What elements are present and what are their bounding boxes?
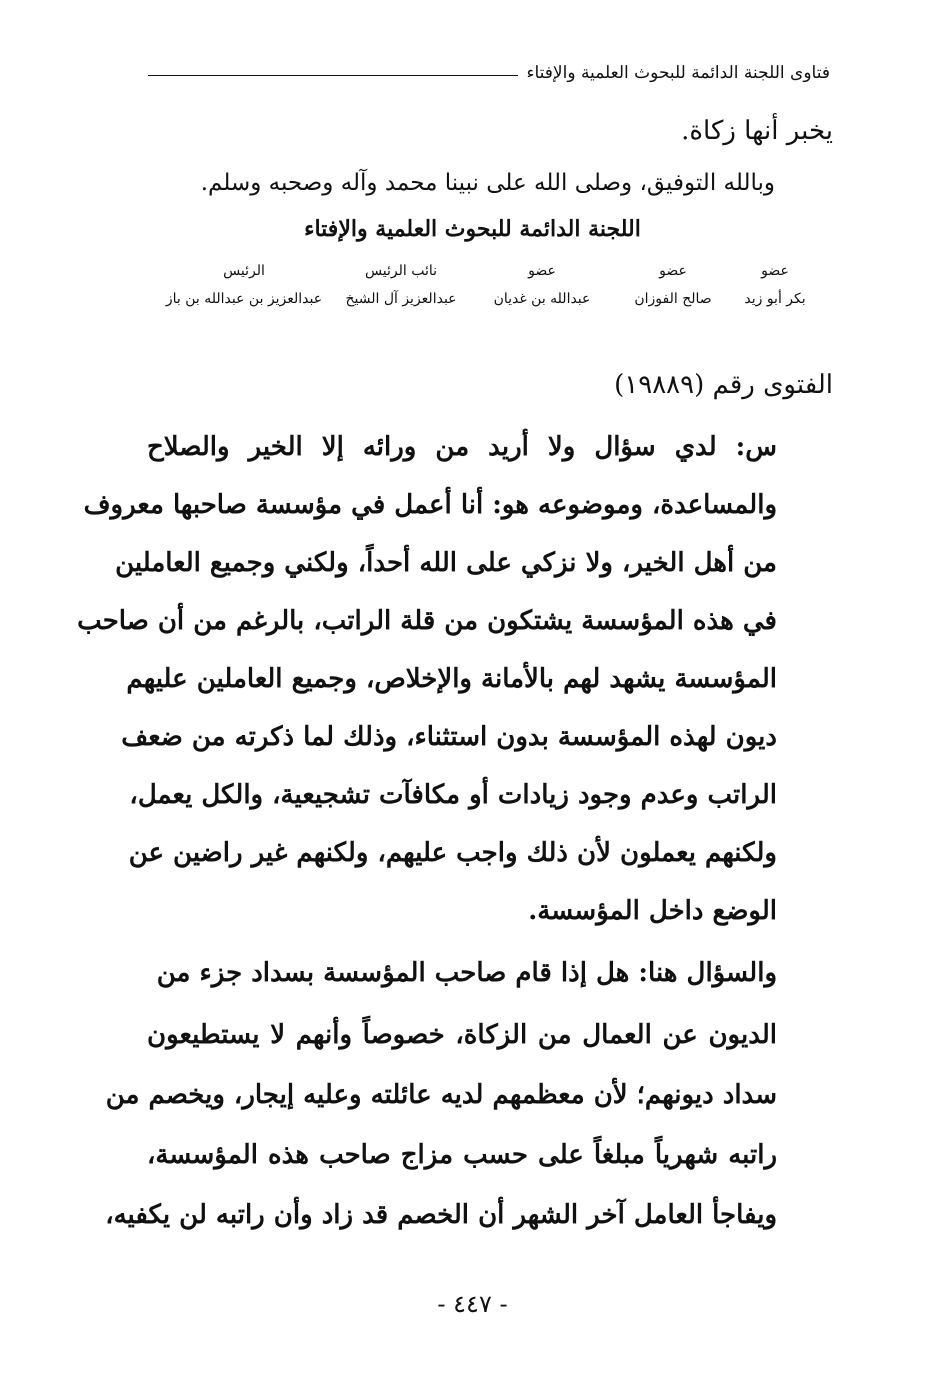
question-line: س: لدي سؤال ولا أريد من ورائه إلا الخير والصلاح — [147, 432, 777, 462]
signatures-block — [160, 258, 820, 328]
signatory-name: بكر أبو زيد — [744, 291, 806, 307]
signatory-role: نائب الرئيس — [364, 263, 438, 279]
running-title: فتاوى اللجنة الدائمة للبحوث العلمية والإفتاء — [526, 63, 830, 83]
question-line: راتبه شهرياً مبلغاً على حسب مزاج صاحب هذه المؤسسة، — [147, 1140, 777, 1170]
signatory-3 — [482, 258, 602, 314]
signatory-role: عضو — [761, 263, 789, 279]
signatory-name: صالح الفوزان — [634, 291, 712, 307]
header-rule — [148, 75, 518, 76]
committee-name: اللجنة الدائمة للبحوث العلمية والإفتاء — [304, 216, 641, 242]
signatory-name: عبدالله بن غديان — [493, 291, 591, 307]
question-line: والسؤال هنا: هل إذا قام صاحب المؤسسة بسداد جزء من — [156, 958, 777, 988]
question-line: ويفاجأ العامل آخر الشهر أن الخصم قد زاد وأن راتبه لن يكفيه، — [105, 1200, 777, 1230]
question-line: الراتب وعدم وجود زيادات أو مكافآت تشجيعية، والكل يعمل، — [129, 780, 777, 810]
signatory-2 — [618, 258, 728, 314]
signatory-4 — [326, 258, 476, 314]
top-text: يخبر أنها زكاة. — [681, 116, 833, 146]
running-header — [148, 58, 830, 88]
question-line: في هذه المؤسسة يشتكون من قلة الراتب، بالرغم من أن صاحب — [77, 606, 777, 636]
signatory-1 — [730, 258, 820, 314]
closing-text: وبالله التوفيق، وصلى الله على نبينا محمد وآله وصحبه وسلم. — [200, 170, 775, 196]
page-number: - ٤٤٧ - — [437, 1290, 508, 1318]
signatory-name: عبدالعزيز آل الشيخ — [345, 291, 457, 307]
question-line: سداد ديونهم؛ لأن معظمهم لديه عائلته وعليه إيجار، ويخصم من — [105, 1080, 777, 1110]
question-line: الوضع داخل المؤسسة. — [528, 896, 777, 926]
question-line: والمساعدة، وموضوعه هو: أنا أعمل في مؤسسة صاحبها معروف — [83, 490, 777, 520]
signatory-role: الرئيس — [223, 263, 265, 279]
signatory-5 — [160, 258, 328, 314]
question-line: ديون لهذه المؤسسة بدون استثناء، وذلك لما ذكرته من ضعف — [121, 722, 777, 752]
signatory-name: عبدالعزيز بن عبدالله بن باز — [165, 291, 323, 307]
question-line: المؤسسة يشهد لهم بالأمانة والإخلاص، وجميع العاملين عليهم — [126, 664, 777, 694]
fatwa-number: الفتوى رقم (١٩٨٨٩) — [614, 370, 833, 400]
question-line: الديون عن العمال من الزكاة، خصوصاً وأنهم لا يستطيعون — [147, 1020, 777, 1050]
question-line: ولكنهم يعملون لأن ذلك واجب عليهم، ولكنهم غير راضين عن — [128, 838, 777, 868]
question-line: من أهل الخير، ولا نزكي على الله أحداً، ولكني وجميع العاملين — [115, 548, 777, 578]
signatory-role: عضو — [528, 263, 556, 279]
signatory-role: عضو — [659, 263, 687, 279]
